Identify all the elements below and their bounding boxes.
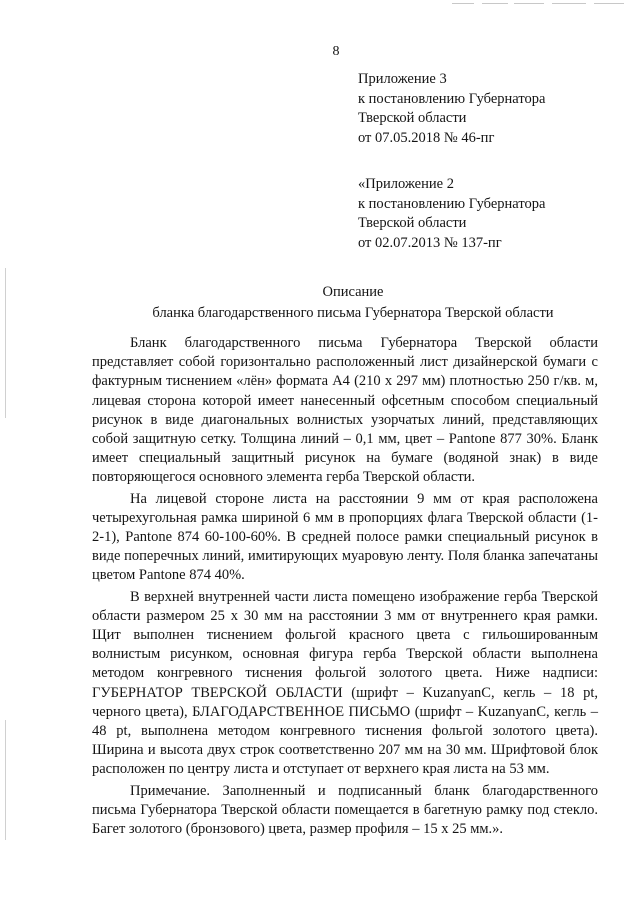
scan-artifact-left-lower (5, 720, 6, 840)
body-paragraph: Примечание. Заполненный и подписанный бланк благодарственного письма Губернатора Тверской области помещается в багетную рамку под стекло. Багет золотого (бронзового) цвета, размер профиля – 15 x 25 мм.». (92, 782, 598, 838)
appendix-2-line: от 02.07.2013 № 137-пг (358, 234, 502, 251)
document-title: Описание (322, 284, 384, 300)
document-subtitle: бланка благодарственного письма Губернатора Тверской области (152, 305, 554, 321)
appendix-2-line: к постановлению Губернатора (358, 195, 546, 212)
body-paragraph: В верхней внутренней части листа помещено изображение герба Тверской области размером 25 x 30 мм на расстоянии 3 мм от внутреннего края рамки. Щит выполнен тиснением фольгой красного цвета с гильошированным волнистым рисунком, основная фигура герба Тверской области выполнена методом конгревного тиснения фольгой золотого цвета. Ниже надписи: ГУБЕРНАТОР ТВЕРСКОЙ ОБЛАСТИ (шрифт – KuzanyanC, кегль – 18 pt, черного цвета), БЛАГОДАРСТВЕННОЕ ПИСЬМО (шрифт – KuzanyanC, кегль – 48 pt, выполнена методом конгревного тиснения фольгой золотого цвета). Ширина и высота двух строк соответственно 207 мм на 30 мм. Шрифтовой блок расположен по центру листа и отступает от верхнего края листа на 53 мм. (92, 588, 598, 778)
appendix-3-line: от 07.05.2018 № 46-пг (358, 129, 495, 146)
appendix-3-header (358, 70, 545, 148)
appendix-2-line: Тверской области (358, 215, 467, 231)
appendix-2-line: «Приложение 2 (358, 176, 454, 192)
page-number: 8 (332, 44, 340, 59)
appendix-3-line: Приложение 3 (358, 71, 447, 87)
appendix-2-header (358, 175, 545, 253)
body-paragraph: Бланк благодарственного письма Губернатора Тверской области представляет собой горизонтально расположенный лист дизайнерской бумаги с фактурным тиснением «лён» формата А4 (210 x 297 мм) плотностью 250 г/кв. м, лицевая сторона которой имеет нанесенный офсетным способом специальный рисунок в виде диагональных волнистых узорчатых линий, представляющих собой защитную сетку. Толщина линий – 0,1 мм, цвет – Pantone 877 30%. Бланк имеет специальный защитный рисунок на бумаге (водяной знак) в виде повторяющегося основного элемента герба Тверской области. (92, 335, 598, 486)
appendix-3-line: Тверской области (358, 110, 467, 126)
body-paragraph: На лицевой стороне листа на расстоянии 9 мм от края расположена четырехугольная рамка шириной 6 мм в пропорциях флага Тверской области (1-2-1), Pantone 874 60-100-60%. В средней полосе рамки специальный рисунок в виде поперечных линий, имитирующих муаровую ленту. Поля бланка запечатаны цветом Pantone 874 40%. (92, 490, 598, 584)
scan-artifact-top (0, 0, 640, 12)
scan-artifact-left (5, 268, 6, 418)
appendix-3-line: к постановлению Губернатора (358, 90, 546, 107)
document-body (92, 334, 598, 841)
document-heading (108, 282, 598, 323)
